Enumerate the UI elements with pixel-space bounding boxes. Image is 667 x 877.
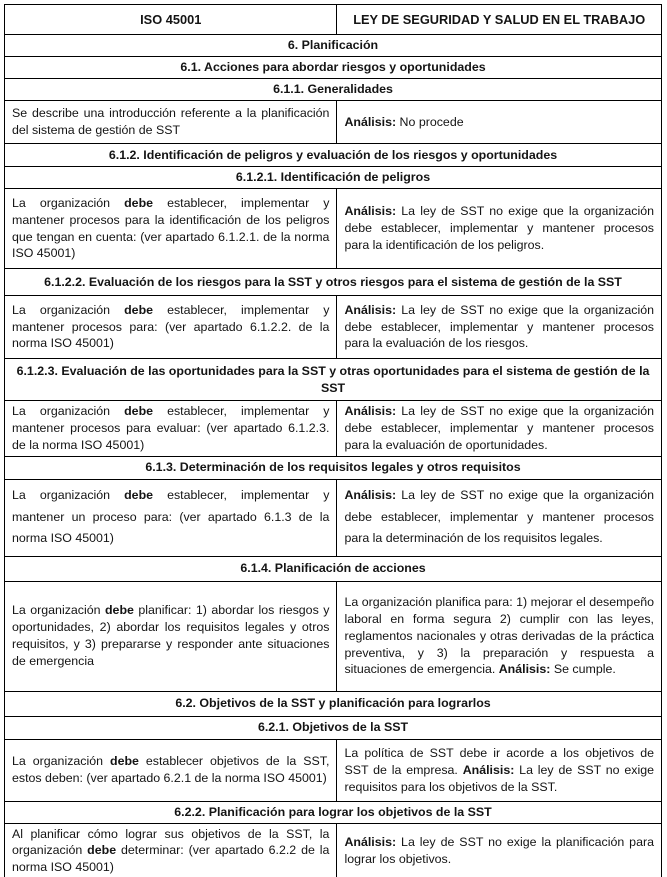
- section-row: [5, 691, 662, 716]
- ley-analysis-cell: [337, 189, 662, 269]
- text-segment: establecer, implementar y mantener un proceso para: (ver apartado 6.1.3 de la norma ISO 45001): [12, 488, 330, 546]
- text-segment: La organización: [12, 754, 110, 769]
- text-segment: establecer objetivos de la SST, estos deben: (ver apartado 6.2.1 de la norma ISO 45001): [12, 754, 330, 786]
- table-row: [5, 739, 662, 801]
- text-segment: No procede: [396, 114, 464, 129]
- section-title: 6.1.3. Determinación de los requisitos legales y otros requisitos: [5, 456, 662, 479]
- text-segment: La ley de SST no exige que la organización debe establecer, implementar y mantener procesos para la identificación de los peligros.: [344, 204, 654, 252]
- section-title: 6.1.2.1. Identificación de peligros: [5, 167, 662, 189]
- section-title: 6.1.1. Generalidades: [5, 79, 662, 101]
- section-title: 6.1.4. Planificación de acciones: [5, 556, 662, 581]
- iso-requirement-cell: [5, 189, 337, 269]
- section-row: [5, 79, 662, 101]
- iso-requirement-cell: [5, 101, 337, 144]
- table-row: [5, 401, 662, 457]
- comparison-table: [4, 4, 662, 877]
- text-segment: Se describe una introducción referente a la planificación del sistema de gestión de SST: [12, 106, 330, 137]
- table-row: [5, 581, 662, 691]
- iso-requirement-cell: [5, 296, 337, 359]
- iso-requirement-cell: [5, 401, 337, 457]
- text-segment: La ley de SST no exige requisitos para los objetivos de la SST.: [344, 762, 654, 794]
- column-header-iso: [5, 5, 337, 35]
- text-segment: La organización planifica para: 1) mejorar el desempeño laboral en forma segura 2) cumplir con las leyes, reglamentos nacionales y otras derivadas de la práctica preventiva, y 3) la preparación y respuesta a situaciones de emergencia.: [344, 594, 654, 677]
- ley-analysis-cell: [337, 823, 662, 877]
- bold-text-segment: debe: [124, 195, 154, 210]
- bold-text-segment: Análisis:: [344, 835, 397, 849]
- text-segment: La ley de SST no exige que la organización debe establecer, implementar y mantener procesos para la evaluación de los riesgos.: [344, 302, 654, 351]
- ley-analysis-cell: [337, 581, 662, 691]
- text-segment: La ley de SST no exige que la organización debe establecer, implementar y mantener procesos para la evaluación de oportunidades.: [344, 404, 654, 452]
- table-row: [5, 296, 662, 359]
- bold-text-segment: debe: [110, 754, 139, 769]
- ley-analysis-cell: [337, 401, 662, 457]
- table-row: [5, 101, 662, 144]
- section-title: 6. Planificación: [5, 35, 662, 57]
- bold-text-segment: Análisis:: [344, 114, 397, 129]
- text-segment: La política de SST debe ir acorde a los objetivos de SST de la empresa.: [344, 745, 654, 777]
- table-row: [5, 823, 662, 877]
- bold-text-segment: LEY DE SEGURIDAD Y SALUD EN EL TRABAJO: [353, 11, 646, 27]
- text-segment: La ley de SST no exige la planificación para lograr los objetivos.: [344, 835, 654, 866]
- text-segment: Al planificar cómo lograr sus objetivos de la SST, la organización: [12, 826, 330, 858]
- text-segment: establecer, implementar y mantener procesos para evaluar: (ver apartado 6.1.2.3. de la norma ISO 45001): [12, 404, 330, 452]
- bold-text-segment: Análisis:: [344, 404, 397, 418]
- text-segment: Se cumple.: [550, 662, 616, 677]
- text-segment: determinar: (ver apartado 6.2.2 de la norma ISO 45001): [12, 843, 330, 875]
- section-row: [5, 556, 662, 581]
- section-row: [5, 167, 662, 189]
- bold-text-segment: Análisis:: [344, 488, 397, 503]
- text-segment: La organización: [12, 302, 125, 317]
- bold-text-segment: debe: [124, 488, 154, 503]
- text-segment: La organización: [12, 195, 125, 210]
- bold-text-segment: debe: [104, 603, 134, 618]
- section-row: [5, 359, 662, 401]
- bold-text-segment: Análisis:: [462, 762, 515, 777]
- iso-requirement-cell: [5, 581, 337, 691]
- table-body: [5, 5, 662, 877]
- section-title: 6.2.1. Objetivos de la SST: [5, 716, 662, 739]
- text-segment: La organización: [12, 603, 105, 618]
- section-title: 6.2. Objetivos de la SST y planificación para lograrlos: [5, 691, 662, 716]
- section-title: 6.1. Acciones para abordar riesgos y oportunidades: [5, 57, 662, 79]
- section-row: [5, 144, 662, 167]
- bold-text-segment: Análisis:: [498, 662, 551, 677]
- section-title: 6.1.2.2. Evaluación de los riesgos para la SST y otros riesgos para el sistema de gestión de la SST: [5, 269, 662, 296]
- table-row: [5, 479, 662, 556]
- table-header-row: [5, 5, 662, 35]
- column-header-ley: [337, 5, 662, 35]
- section-row: [5, 801, 662, 823]
- text-segment: establecer, implementar y mantener procesos para la identificación de los peligros que tengan en cuenta: (ver apartado 6.1.2.1. de la norma ISO 45001): [12, 195, 330, 261]
- bold-text-segment: debe: [87, 843, 117, 858]
- bold-text-segment: ISO 45001: [140, 11, 202, 27]
- section-row: [5, 456, 662, 479]
- ley-analysis-cell: [337, 739, 662, 801]
- section-title: 6.1.2.3. Evaluación de las oportunidades para la SST y otras oportunidades para el sistema de gestión de la SST: [5, 359, 662, 401]
- section-row: [5, 716, 662, 739]
- iso-requirement-cell: [5, 479, 337, 556]
- section-title: 6.1.2. Identificación de peligros y evaluación de los riesgos y oportunidades: [5, 144, 662, 167]
- text-segment: La ley de SST no exige que la organización debe establecer, implementar y mantener procesos para la determinación de los requisitos legales.: [344, 488, 654, 546]
- iso-requirement-cell: [5, 823, 337, 877]
- iso-requirement-cell: [5, 739, 337, 801]
- bold-text-segment: debe: [124, 404, 154, 418]
- section-row: [5, 35, 662, 57]
- bold-text-segment: debe: [124, 302, 154, 317]
- ley-analysis-cell: [337, 101, 662, 144]
- section-row: [5, 57, 662, 79]
- text-segment: La organización: [12, 488, 125, 503]
- text-segment: establecer, implementar y mantener procesos para: (ver apartado 6.1.2.2. de la norma ISO 45001): [12, 302, 330, 351]
- text-segment: La organización: [12, 404, 125, 418]
- ley-analysis-cell: [337, 296, 662, 359]
- text-segment: planificar: 1) abordar los riesgos y oportunidades, 2) abordar los requisitos legales y otros requisitos, y 3) prepararse y responder ante situaciones de emergencia: [12, 603, 330, 668]
- bold-text-segment: Análisis:: [344, 204, 397, 219]
- section-row: [5, 269, 662, 296]
- ley-analysis-cell: [337, 479, 662, 556]
- bold-text-segment: Análisis:: [344, 302, 397, 317]
- table-row: [5, 189, 662, 269]
- section-title: 6.2.2. Planificación para lograr los objetivos de la SST: [5, 801, 662, 823]
